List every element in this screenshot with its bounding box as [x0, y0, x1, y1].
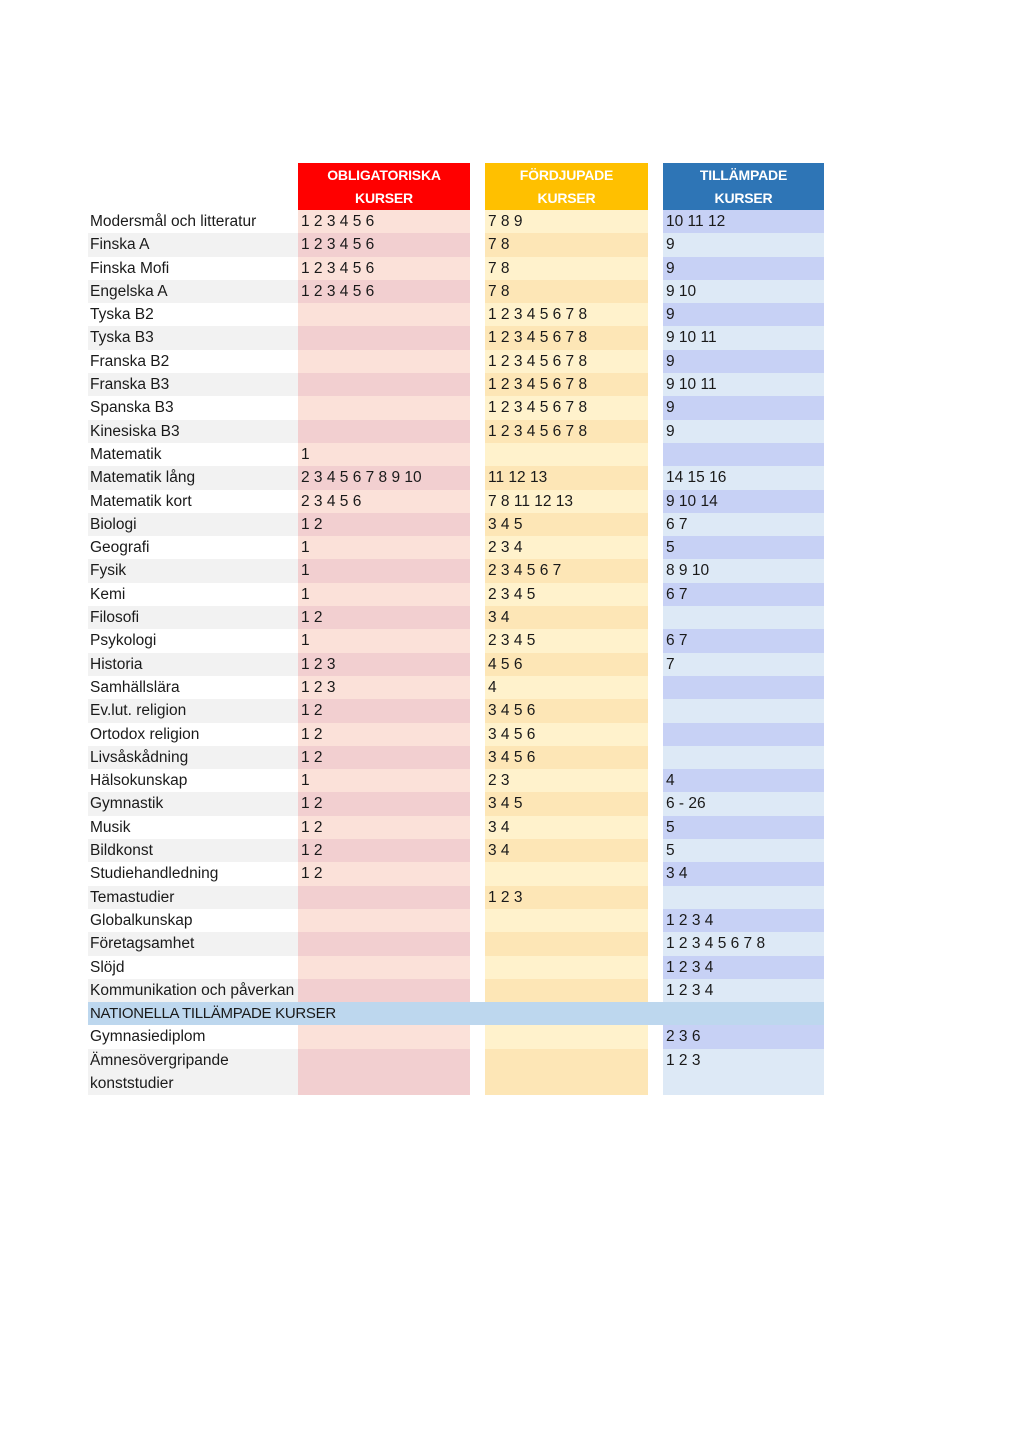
obligatoriska-cell: 1 2 — [298, 792, 470, 815]
fordjupade-cell: 2 3 4 — [485, 536, 648, 559]
tillampade-cell: 9 10 — [663, 280, 824, 303]
column-gap — [470, 326, 485, 349]
column-gap — [648, 280, 663, 303]
fordjupade-cell: 3 4 — [485, 606, 648, 629]
column-gap — [648, 420, 663, 443]
subject-cell: Tyska B3 — [88, 326, 298, 349]
tillampade-cell: 10 11 12 — [663, 210, 824, 233]
subject-cell: Livsåskådning — [88, 746, 298, 769]
column-gap — [648, 956, 663, 979]
header-fordjupade-line2: KURSER — [537, 189, 596, 206]
fordjupade-cell — [485, 979, 648, 1002]
column-gap — [470, 303, 485, 326]
obligatoriska-cell — [298, 932, 470, 955]
subject-cell: Matematik — [88, 443, 298, 466]
header-gap — [470, 163, 485, 210]
obligatoriska-cell: 1 2 — [298, 839, 470, 862]
obligatoriska-cell: 1 2 3 4 5 6 — [298, 257, 470, 280]
obligatoriska-cell: 1 — [298, 629, 470, 652]
fordjupade-cell: 2 3 4 5 — [485, 583, 648, 606]
tillampade-cell: 6 7 — [663, 583, 824, 606]
column-gap — [648, 792, 663, 815]
column-gap — [470, 629, 485, 652]
fordjupade-cell: 3 4 — [485, 816, 648, 839]
obligatoriska-cell: 2 3 4 5 6 7 8 9 10 — [298, 466, 470, 489]
obligatoriska-cell — [298, 979, 470, 1002]
tillampade-cell: 6 7 — [663, 513, 824, 536]
tillampade-cell — [663, 746, 824, 769]
subject-cell: Företagsamhet — [88, 932, 298, 955]
fordjupade-cell: 7 8 — [485, 233, 648, 256]
fordjupade-cell: 1 2 3 4 5 6 7 8 — [485, 350, 648, 373]
fordjupade-cell: 3 4 5 6 — [485, 699, 648, 722]
column-gap — [470, 350, 485, 373]
header-gap — [648, 163, 663, 210]
tillampade-cell — [663, 606, 824, 629]
tillampade-cell: 9 10 14 — [663, 490, 824, 513]
obligatoriska-cell: 1 — [298, 443, 470, 466]
column-gap — [648, 629, 663, 652]
column-gap — [470, 443, 485, 466]
tillampade-cell: 1 2 3 4 — [663, 979, 824, 1002]
fordjupade-cell: 3 4 5 — [485, 792, 648, 815]
obligatoriska-cell — [298, 909, 470, 932]
subject-cell: Samhällslära — [88, 676, 298, 699]
column-gap — [648, 303, 663, 326]
column-gap — [648, 653, 663, 676]
course-table — [88, 163, 824, 1095]
column-gap — [470, 513, 485, 536]
column-gap — [648, 886, 663, 909]
fordjupade-cell: 11 12 13 — [485, 466, 648, 489]
tillampade-cell: 9 — [663, 303, 824, 326]
header-fordjupade — [485, 163, 648, 210]
tillampade-cell: 5 — [663, 536, 824, 559]
fordjupade-cell — [485, 443, 648, 466]
column-gap — [470, 699, 485, 722]
subject-cell: Kinesiska B3 — [88, 420, 298, 443]
tillampade-cell: 9 — [663, 420, 824, 443]
column-gap — [648, 862, 663, 885]
column-gap — [470, 536, 485, 559]
subject-cell: Bildkonst — [88, 839, 298, 862]
subject-cell: Spanska B3 — [88, 396, 298, 419]
column-gap — [648, 839, 663, 862]
obligatoriska-cell: 1 2 — [298, 513, 470, 536]
subject-cell: Franska B3 — [88, 373, 298, 396]
tillampade-cell — [663, 886, 824, 909]
tillampade-cell: 1 2 3 4 — [663, 909, 824, 932]
obligatoriska-cell: 1 2 3 4 5 6 — [298, 233, 470, 256]
tillampade-cell — [663, 699, 824, 722]
fordjupade-cell: 3 4 — [485, 839, 648, 862]
column-gap — [648, 932, 663, 955]
fordjupade-cell: 4 — [485, 676, 648, 699]
column-gap — [648, 769, 663, 792]
tillampade-cell: 9 10 11 — [663, 373, 824, 396]
column-gap — [470, 769, 485, 792]
header-obligatoriska — [298, 163, 470, 210]
tillampade-cell: 3 4 — [663, 862, 824, 885]
subject-cell: Globalkunskap — [88, 909, 298, 932]
fordjupade-cell: 1 2 3 4 5 6 7 8 — [485, 303, 648, 326]
fordjupade-cell: 2 3 — [485, 769, 648, 792]
fordjupade-cell: 3 4 5 6 — [485, 746, 648, 769]
column-gap — [470, 932, 485, 955]
obligatoriska-cell — [298, 373, 470, 396]
column-gap — [470, 396, 485, 419]
fordjupade-cell — [485, 862, 648, 885]
obligatoriska-cell: 1 2 — [298, 699, 470, 722]
column-gap — [470, 280, 485, 303]
subject-cell: Ev.lut. religion — [88, 699, 298, 722]
column-gap — [648, 257, 663, 280]
column-gap — [648, 723, 663, 746]
column-gap — [648, 699, 663, 722]
fordjupade-cell: 7 8 11 12 13 — [485, 490, 648, 513]
column-gap — [470, 606, 485, 629]
tillampade-cell: 6 - 26 — [663, 792, 824, 815]
obligatoriska-cell: 1 — [298, 536, 470, 559]
column-gap — [648, 396, 663, 419]
header-obligatoriska-line1: OBLIGATORISKA — [327, 166, 441, 183]
fordjupade-cell: 1 2 3 — [485, 886, 648, 909]
fordjupade-cell: 1 2 3 4 5 6 7 8 — [485, 420, 648, 443]
column-gap — [470, 583, 485, 606]
obligatoriska-cell: 1 2 — [298, 746, 470, 769]
obligatoriska-cell: 1 — [298, 559, 470, 582]
tillampade-cell: 9 — [663, 233, 824, 256]
column-gap — [648, 979, 663, 1002]
obligatoriska-cell: 1 2 — [298, 723, 470, 746]
column-gap — [470, 956, 485, 979]
subject-cell: Finska A — [88, 233, 298, 256]
fordjupade-cell: 7 8 — [485, 280, 648, 303]
fordjupade-cell — [485, 1025, 648, 1048]
tillampade-cell: 14 15 16 — [663, 466, 824, 489]
column-gap — [648, 233, 663, 256]
obligatoriska-cell — [298, 350, 470, 373]
subject-cell: Tyska B2 — [88, 303, 298, 326]
column-gap — [470, 886, 485, 909]
tillampade-cell: 9 — [663, 257, 824, 280]
column-gap — [648, 1025, 663, 1048]
subject-cell: Ortodox religion — [88, 723, 298, 746]
tillampade-cell: 1 2 3 4 — [663, 956, 824, 979]
subject-cell: Engelska A — [88, 280, 298, 303]
header-empty-cell — [88, 163, 298, 210]
subject-cell: Modersmål och litteratur — [88, 210, 298, 233]
column-gap — [470, 676, 485, 699]
header-obligatoriska-line2: KURSER — [355, 189, 413, 206]
obligatoriska-cell: 1 2 3 — [298, 676, 470, 699]
column-gap — [470, 466, 485, 489]
column-gap — [648, 443, 663, 466]
tillampade-cell: 5 — [663, 816, 824, 839]
fordjupade-cell: 1 2 3 4 5 6 7 8 — [485, 326, 648, 349]
obligatoriska-cell — [298, 886, 470, 909]
fordjupade-cell: 3 4 5 6 — [485, 723, 648, 746]
tillampade-cell: 8 9 10 — [663, 559, 824, 582]
subject-cell: Historia — [88, 653, 298, 676]
obligatoriska-cell: 1 — [298, 769, 470, 792]
column-gap — [648, 746, 663, 769]
tillampade-cell: 9 — [663, 396, 824, 419]
subject-cell: Geografi — [88, 536, 298, 559]
tillampade-cell: 1 2 3 4 5 6 7 8 — [663, 932, 824, 955]
obligatoriska-cell — [298, 303, 470, 326]
tillampade-cell — [663, 443, 824, 466]
obligatoriska-cell: 2 3 4 5 6 — [298, 490, 470, 513]
subject-cell: Finska Mofi — [88, 257, 298, 280]
obligatoriska-cell: 1 2 3 — [298, 653, 470, 676]
fordjupade-cell: 7 8 — [485, 257, 648, 280]
column-gap — [648, 1049, 663, 1096]
column-gap — [648, 210, 663, 233]
column-gap — [470, 420, 485, 443]
column-gap — [648, 536, 663, 559]
column-gap — [648, 909, 663, 932]
column-gap — [470, 233, 485, 256]
column-gap — [470, 1049, 485, 1096]
column-gap — [648, 816, 663, 839]
obligatoriska-cell — [298, 396, 470, 419]
subject-cell: Musik — [88, 816, 298, 839]
obligatoriska-cell — [298, 326, 470, 349]
column-gap — [470, 746, 485, 769]
obligatoriska-cell: 1 2 3 4 5 6 — [298, 210, 470, 233]
column-gap — [648, 373, 663, 396]
column-gap — [648, 326, 663, 349]
column-gap — [470, 653, 485, 676]
subject-cell: Kommunikation och påverkan — [88, 979, 298, 1002]
fordjupade-cell — [485, 932, 648, 955]
subject-cell: Fysik — [88, 559, 298, 582]
subject-cell: Gymnastik — [88, 792, 298, 815]
column-gap — [648, 350, 663, 373]
column-gap — [470, 909, 485, 932]
tillampade-cell: 7 — [663, 653, 824, 676]
tillampade-cell: 9 10 11 — [663, 326, 824, 349]
fordjupade-cell — [485, 956, 648, 979]
column-gap — [470, 723, 485, 746]
obligatoriska-cell: 1 — [298, 583, 470, 606]
obligatoriska-cell — [298, 1049, 470, 1096]
column-gap — [648, 466, 663, 489]
column-gap — [470, 816, 485, 839]
fordjupade-cell: 1 2 3 4 5 6 7 8 — [485, 396, 648, 419]
tillampade-cell: 1 2 3 — [663, 1049, 824, 1096]
obligatoriska-cell: 1 2 3 4 5 6 — [298, 280, 470, 303]
subject-cell: Gymnasiediplom — [88, 1025, 298, 1048]
subject-cell: Kemi — [88, 583, 298, 606]
obligatoriska-cell: 1 2 — [298, 816, 470, 839]
column-gap — [470, 979, 485, 1002]
obligatoriska-cell — [298, 1025, 470, 1048]
obligatoriska-cell — [298, 420, 470, 443]
tillampade-cell: 9 — [663, 350, 824, 373]
fordjupade-cell: 4 5 6 — [485, 653, 648, 676]
column-gap — [470, 839, 485, 862]
subject-cell: Filosofi — [88, 606, 298, 629]
column-gap — [648, 559, 663, 582]
obligatoriska-cell: 1 2 — [298, 606, 470, 629]
column-gap — [470, 559, 485, 582]
subject-cell: Franska B2 — [88, 350, 298, 373]
tillampade-cell: 6 7 — [663, 629, 824, 652]
fordjupade-cell: 2 3 4 5 — [485, 629, 648, 652]
subject-cell: Slöjd — [88, 956, 298, 979]
subject-cell: Hälsokunskap — [88, 769, 298, 792]
tillampade-cell — [663, 676, 824, 699]
tillampade-cell: 2 3 6 — [663, 1025, 824, 1048]
fordjupade-cell — [485, 909, 648, 932]
subject-cell: Temastudier — [88, 886, 298, 909]
tillampade-cell: 4 — [663, 769, 824, 792]
fordjupade-cell: 2 3 4 5 6 7 — [485, 559, 648, 582]
column-gap — [470, 490, 485, 513]
fordjupade-cell — [485, 1049, 648, 1096]
column-gap — [470, 792, 485, 815]
column-gap — [470, 373, 485, 396]
column-gap — [648, 490, 663, 513]
header-tillampade-line2: KURSER — [714, 189, 773, 206]
subject-cell: Matematik kort — [88, 490, 298, 513]
column-gap — [648, 513, 663, 536]
subject-cell: Matematik lång — [88, 466, 298, 489]
subject-cell: Psykologi — [88, 629, 298, 652]
fordjupade-cell: 7 8 9 — [485, 210, 648, 233]
fordjupade-cell: 1 2 3 4 5 6 7 8 — [485, 373, 648, 396]
column-gap — [470, 862, 485, 885]
tillampade-cell — [663, 723, 824, 746]
obligatoriska-cell: 1 2 — [298, 862, 470, 885]
section-national-title: NATIONELLA TILLÄMPADE KURSER — [88, 1002, 824, 1025]
column-gap — [470, 210, 485, 233]
header-tillampade-line1: TILLÄMPADE — [699, 166, 788, 183]
column-gap — [648, 583, 663, 606]
obligatoriska-cell — [298, 956, 470, 979]
column-gap — [470, 257, 485, 280]
subject-cell: Biologi — [88, 513, 298, 536]
tillampade-cell: 5 — [663, 839, 824, 862]
column-gap — [470, 1025, 485, 1048]
column-gap — [648, 676, 663, 699]
header-fordjupade-line1: FÖRDJUPADE — [519, 166, 614, 183]
subject-cell: Ämnesövergripande konststudier — [88, 1049, 298, 1096]
column-gap — [648, 606, 663, 629]
header-tillampade — [663, 163, 824, 210]
subject-cell: Studiehandledning — [88, 862, 298, 885]
fordjupade-cell: 3 4 5 — [485, 513, 648, 536]
